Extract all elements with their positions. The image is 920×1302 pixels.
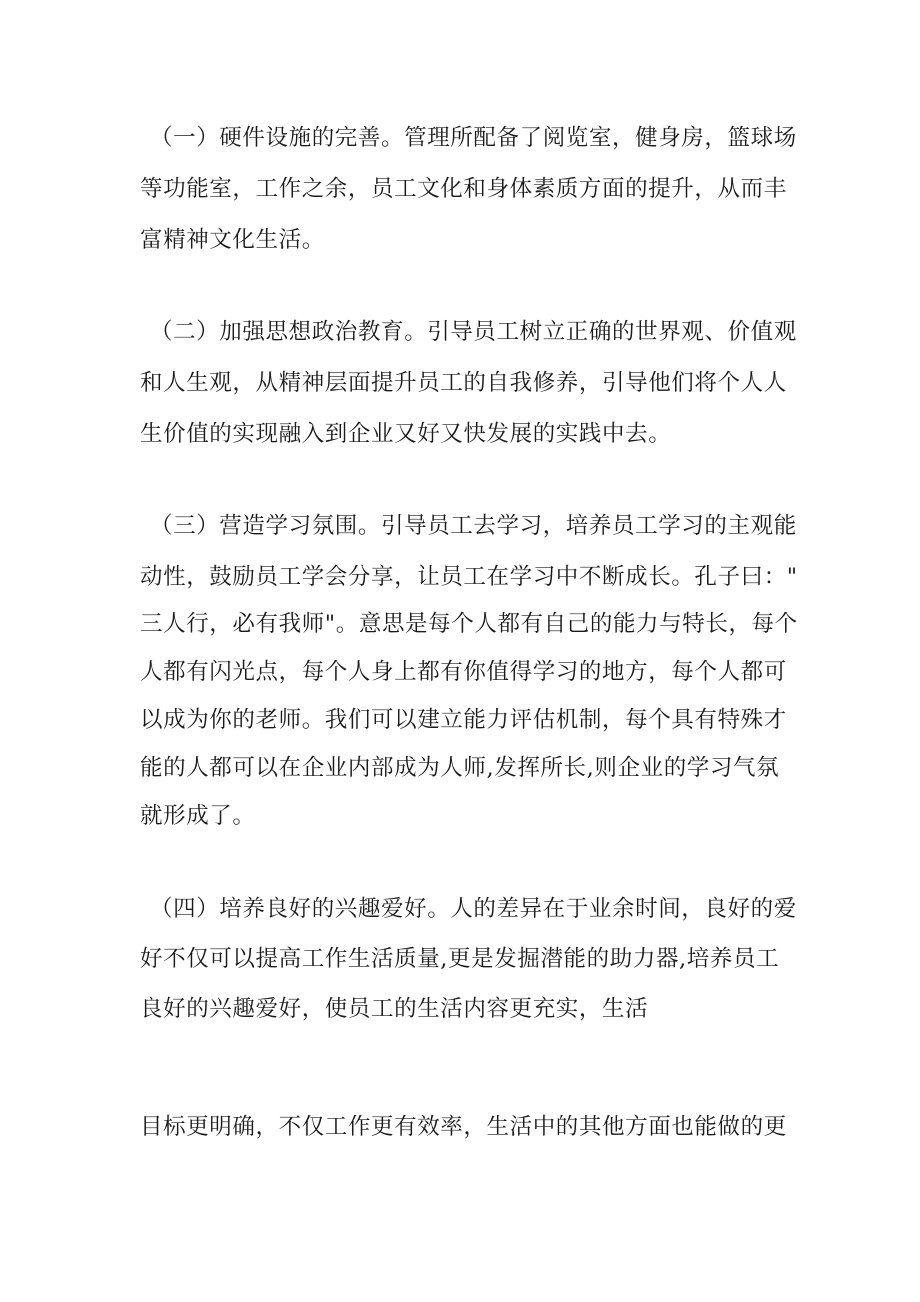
paragraph-2-line-1: （二）加强思想政治教育。引导员工树立正确的世界观、价值观 — [150, 319, 797, 345]
paragraph-1-line-1: （一）硬件设施的完善。管理所配备了阅览室，健身房，篮球场 — [150, 125, 797, 151]
paragraph-3-line-3: 三人行，必有我师"。意思是每个人都有自己的能力与特长，每个 — [140, 611, 798, 637]
paragraph-3-line-6: 能的人都可以在企业内部成为人师,发挥所长,则企业的学习气氛 — [140, 755, 780, 781]
paragraph-3-line-1: （三）营造学习氛围。引导员工去学习，培养员工学习的主观能 — [150, 513, 797, 539]
paragraph-3-line-5: 以成为你的老师。我们可以建立能力评估机制，每个具有特殊才 — [140, 707, 787, 733]
paragraph-1-line-2: 等功能室，工作之余，员工文化和身体素质方面的提升，从而丰 — [140, 176, 787, 202]
paragraph-1-line-3: 富精神文化生活。 — [140, 227, 325, 253]
paragraph-3-line-2: 动性，鼓励员工学会分享，让员工在学习中不断成长。孔子曰：" — [140, 564, 798, 590]
paragraph-3-line-4: 人都有闪光点，每个人身上都有你值得学习的地方，每个人都可 — [140, 659, 787, 685]
paragraph-3-line-7: 就形成了。 — [140, 803, 256, 829]
paragraph-5-line-1: 目标更明确，不仅工作更有效率，生活中的其他方面也能做的更 — [140, 1114, 787, 1140]
paragraph-4-line-2: 好不仅可以提高工作生活质量,更是发掘潜能的助力器,培养员工 — [140, 946, 780, 972]
paragraph-2-line-3: 生价值的实现融入到企业又好又快发展的实践中去。 — [140, 421, 672, 447]
paragraph-2-line-2: 和人生观，从精神层面提升员工的自我修养，引导他们将个人人 — [140, 370, 787, 396]
paragraph-4-line-1: （四）培养良好的兴趣爱好。人的差异在于业余时间，良好的爱 — [150, 896, 797, 922]
paragraph-4-line-3: 良好的兴趣爱好，使员工的生活内容更充实，生活 — [140, 996, 649, 1022]
